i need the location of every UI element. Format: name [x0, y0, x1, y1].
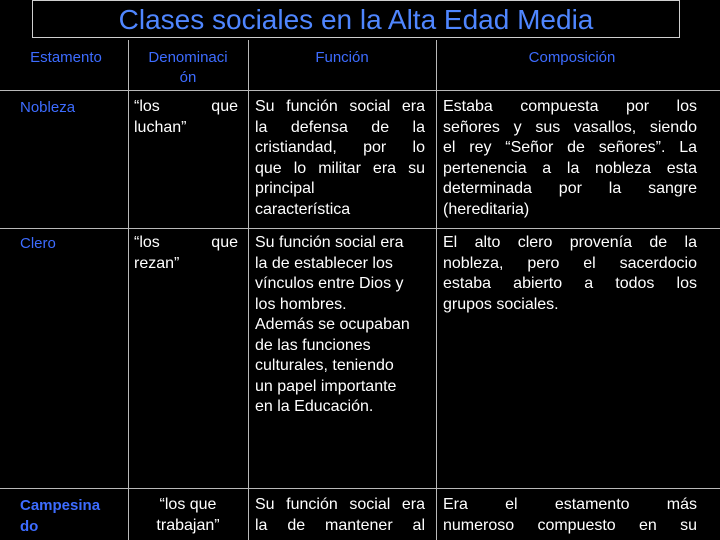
text-line: señores y sus vasallos, siendo — [443, 118, 697, 136]
header-funcion: Función — [315, 49, 369, 66]
row-divider — [0, 90, 720, 91]
text-line: Su función social era — [255, 98, 425, 115]
text-line: El alto clero provenía de la — [443, 234, 697, 251]
column-divider — [248, 40, 249, 540]
text-line: numeroso compuesto en su — [443, 516, 697, 534]
funcion-clero — [255, 233, 431, 418]
funcion-campesinado — [255, 495, 425, 536]
denominacion-nobleza — [134, 97, 238, 138]
text-line: luchan” — [134, 118, 187, 136]
denominacion-clero — [134, 233, 238, 274]
text-line: grupos sociales. — [443, 295, 559, 313]
header-denominacion — [134, 48, 242, 88]
text-line: “los que — [134, 98, 238, 115]
text-line: trabajan” — [156, 516, 220, 534]
header-denominacion-line: ón — [179, 69, 197, 86]
text-line: cristiandad, por lo — [255, 139, 425, 156]
text-line: nobleza, pero el sacerdocio — [443, 254, 697, 272]
row-label-campesinado — [20, 496, 124, 537]
text-line: característica — [255, 200, 351, 218]
text-line: la de establecer los — [255, 254, 393, 272]
text-line: culturales, teniendo — [255, 357, 394, 374]
text-line: de las funciones — [255, 336, 371, 354]
text-line: Además se ocupaban — [255, 316, 410, 333]
column-divider — [128, 40, 129, 540]
page-title: Clases sociales en la Alta Edad Media — [32, 0, 680, 38]
text-line: Su función social era — [255, 234, 404, 251]
text-line: “los que — [134, 234, 238, 251]
text-line: Era el estamento más — [443, 496, 697, 513]
text-line: do — [20, 517, 39, 535]
header-composicion: Composición — [528, 49, 616, 66]
row-label-clero: Clero — [20, 235, 56, 252]
header-estamento: Estamento — [30, 49, 102, 66]
denominacion-campesinado — [134, 495, 242, 536]
composicion-clero — [443, 233, 697, 315]
text-line: Estaba compuesta por los — [443, 98, 697, 115]
text-line: un papel importante — [255, 377, 397, 395]
text-line: en la Educación. — [255, 398, 374, 415]
text-line: rezan” — [134, 254, 180, 272]
text-line: la defensa de la — [255, 118, 425, 136]
text-line: los hombres. — [255, 295, 347, 313]
text-line: el rey “Señor de señores”. La — [443, 139, 697, 156]
text-line: la de mantener al — [255, 516, 425, 534]
header-denominacion-line: Denominaci — [148, 49, 228, 66]
text-line: estaba abierto a todos los — [443, 275, 697, 292]
text-line: Su función social era — [255, 496, 425, 513]
column-divider — [436, 40, 437, 540]
composicion-campesinado — [443, 495, 697, 536]
row-label-nobleza: Nobleza — [20, 99, 76, 116]
composicion-nobleza — [443, 97, 697, 220]
funcion-nobleza — [255, 97, 425, 220]
text-line: principal — [255, 180, 315, 197]
text-line: vínculos entre Dios y — [255, 275, 404, 292]
row-divider — [0, 488, 720, 489]
row-divider — [0, 228, 720, 229]
text-line: Campesina — [20, 497, 101, 514]
text-line: “los que — [159, 496, 217, 513]
text-line: (hereditaria) — [443, 200, 530, 218]
text-line: pertenencia a la nobleza esta — [443, 159, 697, 177]
text-line: que lo militar era su — [255, 159, 425, 177]
text-line: determinada por la sangre — [443, 180, 697, 197]
